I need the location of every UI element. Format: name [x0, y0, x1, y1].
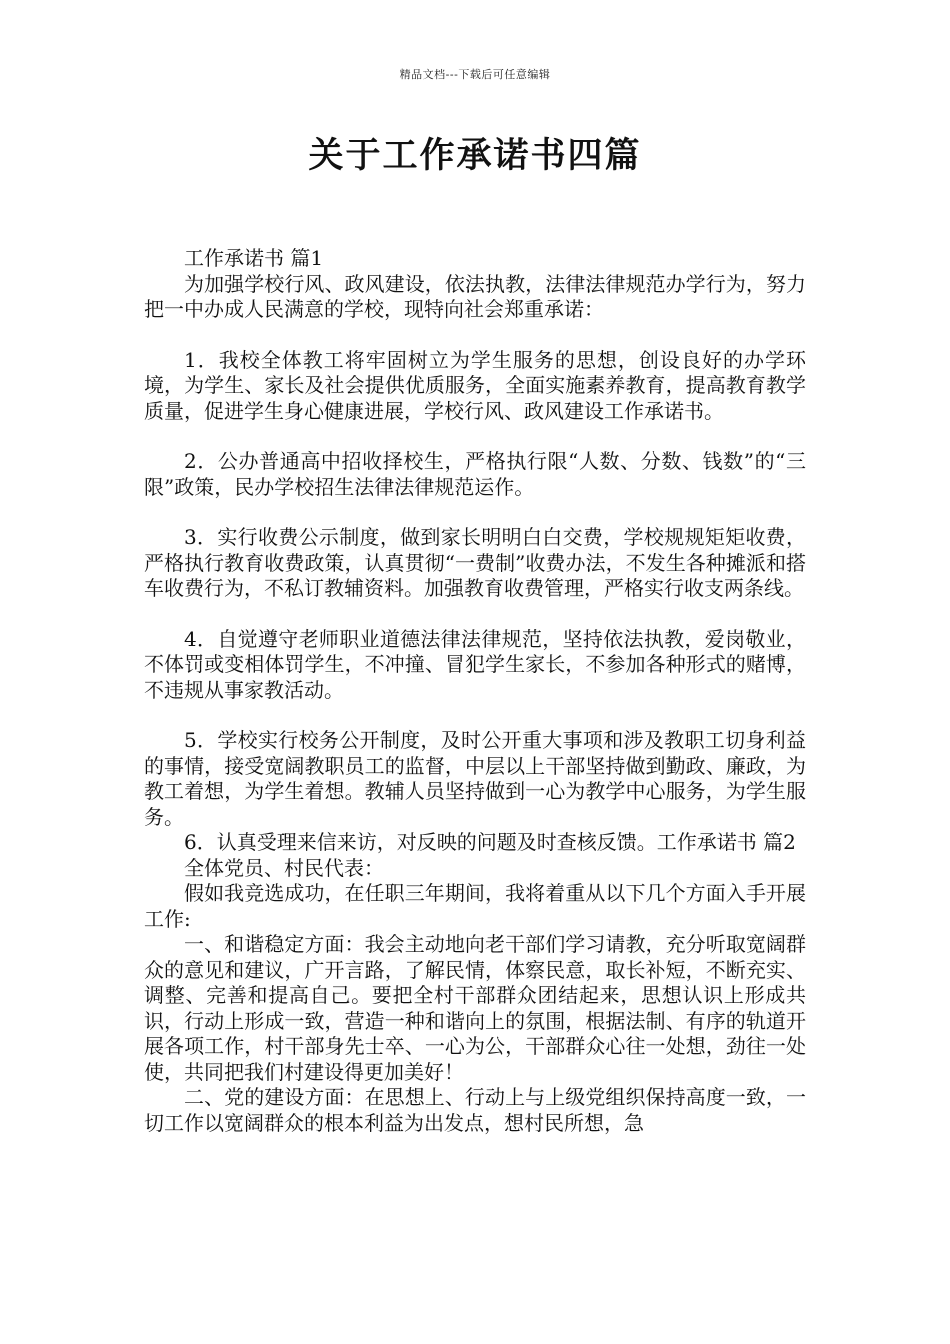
section-heading-1: 工作承诺书 篇1 — [184, 246, 324, 270]
paragraph-item-4: 4．自觉遵守老师职业道德法律法律规范，坚持依法执教，爱岗敬业，不体罚或变相体罚学生，不冲撞、冒犯学生家长，不参加各种形式的赌博，不违规从事家教活动。 — [144, 626, 806, 702]
paragraph-item-1: 1．我校全体教工将牢固树立为学生服务的思想，创设良好的办学环境，为学生、家长及社会提供优质服务，全面实施素养教育，提高教育教学质量，促进学生身心健康进展，学校行风、政风建设工作承诺书。 — [144, 347, 806, 423]
paragraph-gap — [144, 424, 806, 449]
paragraph-item-5: 5．学校实行校务公开制度，及时公开重大事项和涉及教职工切身利益的事情，接受宽阔教职员工的监督，中层以上干部坚持做到勤政、廉政，为教工着想，为学生着想。教辅人员坚持做到一心为教学中心服务，为学生服务。 — [144, 728, 806, 829]
paragraph-gap — [144, 703, 806, 728]
paragraph-gap — [144, 323, 806, 348]
document-body — [144, 246, 806, 1136]
paragraph-item-2: 2．公办普通高中招收择校生，严格执行限“人数、分数、钱数”的“三限”政策，民办学校招生法律法律规范运作。 — [144, 449, 806, 499]
document-title: 关于工作承诺书四篇 — [308, 135, 642, 176]
paragraph-gap — [144, 500, 806, 525]
paragraph-harmony: 一、和谐稳定方面：我会主动地向老干部们学习请教，充分听取宽阔群众的意见和建议，广开言路，了解民情，体察民意，取长补短，不断充实、调整、完善和提高自己。要把全村干部群众团结起来，思想认识上形成共识，行动上形成一致，营造一种和谐向上的氛围，根据法制、有序的轨道开展各项工作，村干部身先士卒、一心为公，干部群众心往一处想，劲往一处使，共同把我们村建设得更加美好！ — [144, 932, 806, 1084]
header-note: 精品文档---下载后可任意编辑 — [399, 68, 551, 81]
paragraph-salutation: 全体党员、村民代表： — [184, 855, 384, 880]
paragraph-intro: 为加强学校行风、政风建设，依法执教，法律法律规范办学行为，努力把一中办成人民满意的学校，现特向社会郑重承诺： — [144, 271, 806, 321]
paragraph-party-building: 二、党的建设方面：在思想上、行动上与上级党组织保持高度一致，一切工作以宽阔群众的根本利益为出发点，想村民所想，急 — [144, 1085, 806, 1135]
paragraph-item-6: 6．认真受理来信来访，对反映的问题及时查核反馈。工作承诺书 篇2 — [184, 830, 796, 854]
paragraph-pledge-intro: 假如我竞选成功，在任职三年期间，我将着重从以下几个方面入手开展工作: — [144, 881, 806, 931]
paragraph-gap — [144, 602, 806, 627]
paragraph-item-3: 3．实行收费公示制度，做到家长明明白白交费，学校规规矩矩收费，严格执行教育收费政策，认真贯彻“一费制”收费办法，不发生各种摊派和搭车收费行为，不私订教辅资料。加强教育收费管理，严格实行收支两条线。 — [144, 525, 806, 600]
